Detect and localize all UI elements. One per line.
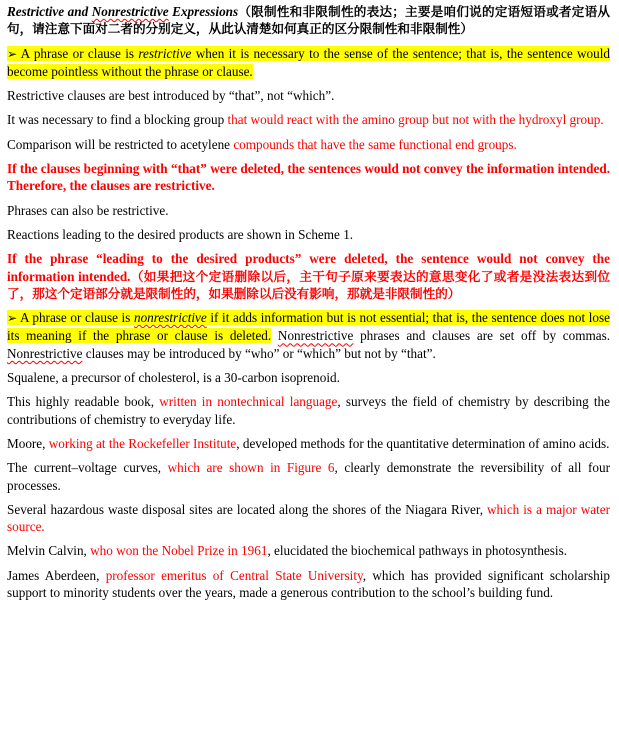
- note-chinese-explanation: （如果把这个定语删除以后，主干句子原来要表达的意思变化了或者是没法表达到位了，那这个定语部分就是限制性的，如果删除以后没有影响，那就是非限制性的）: [7, 268, 611, 301]
- example-scheme: Reactions leading to the desired products are shown in Scheme 1.: [7, 226, 354, 242]
- definition-restrictive: ➢ A phrase or clause is restrictive when it is necessary to the sense of the sentence; that is, the sentence would become pointless without the phrase or clause.: [7, 45, 610, 79]
- definition-nonrestrictive: ➢ A phrase or clause is nonrestrictive if it adds information but is not essential; that is, the sentence does not lose its meaning if the phrase or clause is deleted. Nonrestrictive phrases and clauses are set off by commas. Nonrestrictive clauses may be introduced by “who” or “which” but not by “that”.: [7, 310, 611, 361]
- paragraph-best-introduced: Restrictive clauses are best introduced by “that”, not “which”.: [7, 88, 335, 104]
- example-current-voltage: The current–voltage curves, which are shown in Figure 6, clearly demonstrate the reversibility of all four processes.: [7, 460, 611, 493]
- note-that-clauses: If the clauses beginning with “that” were deleted, the sentences would not convey the information intended. Therefore, the clauses are restrictive.: [7, 161, 610, 194]
- document-page: [0, 3, 610, 601]
- note-phrase-deleted: If the phrase “leading to the desired products” were deleted, the sentence would not convey the information intended.（如果把这个定语删除以后，主干句子原来要表达的意思变化了或者是没法表达到位了，那这个定语部分就是限制性的，如果删除以后没有影响，那就是非限制性的）: [7, 251, 611, 301]
- example-squalene: Squalene, a precursor of cholesterol, is a 30-carbon isoprenoid.: [7, 370, 340, 386]
- example-acetylene: Comparison will be restricted to acetylene compounds that have the same functional end groups.: [7, 136, 517, 152]
- example-readable-book: This highly readable book, written in nontechnical language, surveys the field of chemistry by describing the contributions of chemistry to everyday life.: [7, 394, 610, 427]
- title-english: Restrictive and Nonrestrictive Expressions: [7, 4, 239, 19]
- paragraph-phrases-restrictive: Phrases can also be restrictive.: [7, 202, 169, 218]
- example-calvin: Melvin Calvin, who won the Nobel Prize in 1961, elucidated the biochemical pathways in photosynthesis.: [7, 543, 568, 559]
- arrow-bullet-icon: ➢: [7, 311, 18, 326]
- section-title: [7, 3, 610, 38]
- example-aberdeen: James Aberdeen, professor emeritus of Central State University, which has provided significant scholarship support to minority students over the years, made a generous contribution to the school’s building fund.: [7, 567, 610, 601]
- example-moore: Moore, working at the Rockefeller Institute, developed methods for the quantitative determination of amino acids.: [7, 435, 610, 451]
- arrow-bullet-icon: ➢: [7, 46, 18, 61]
- example-blocking-group: It was necessary to find a blocking group that would react with the amino group but not with the hydroxyl group.: [7, 112, 604, 128]
- example-niagara: Several hazardous waste disposal sites are located along the shores of the Niagara River, which is a major water source.: [7, 501, 610, 535]
- title-chinese-note: （限制性和非限制性的表达；主要是咱们说的定语短语或者定语从句，请注意下面对二者的分别定义，从此认清楚如何真正的区分限制性和非限制性）: [7, 4, 610, 37]
